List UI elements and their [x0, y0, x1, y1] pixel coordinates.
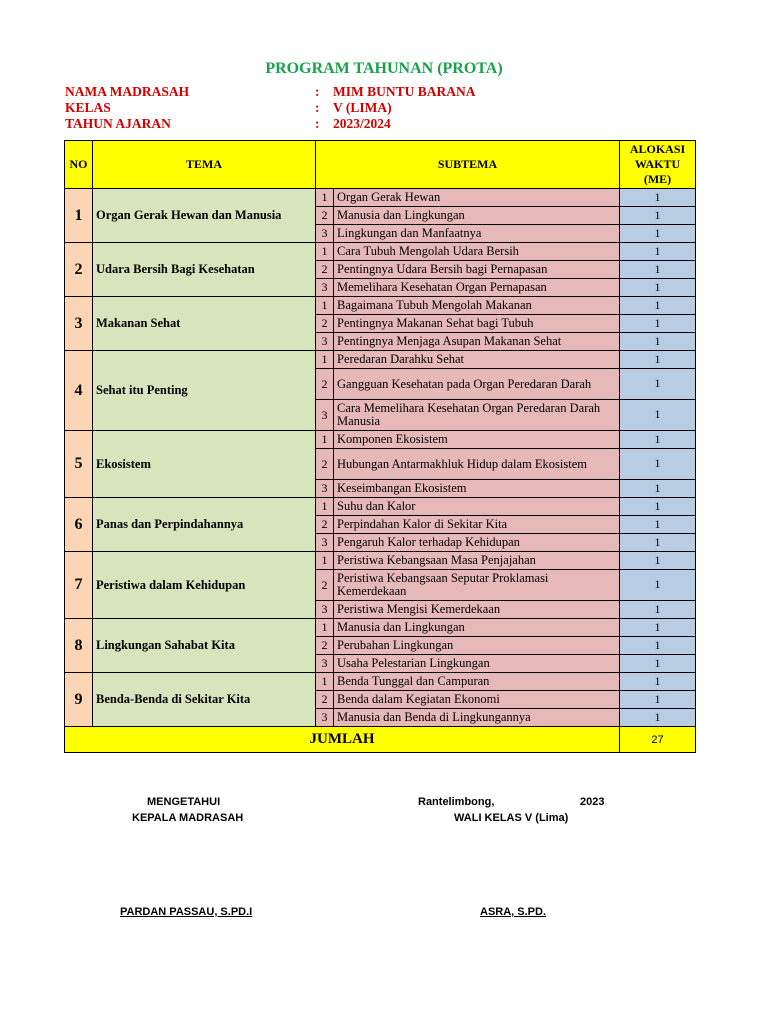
table-row: [65, 243, 696, 261]
tema-name: Udara Bersih Bagi Kesehatan: [93, 243, 316, 297]
header-tema: TEMA: [93, 141, 316, 189]
table-row: [65, 498, 696, 516]
table-footer-row: [65, 727, 696, 753]
subtema-number: 3: [316, 534, 334, 552]
tema-name: Organ Gerak Hewan dan Manusia: [93, 189, 316, 243]
info-row-madrasah: [65, 84, 476, 100]
subtema-number: 1: [316, 431, 334, 449]
tema-number: 7: [65, 552, 93, 619]
subtema-name: Peristiwa Mengisi Kemerdekaan: [334, 601, 620, 619]
info-value: MIM BUNTU BARANA: [333, 84, 476, 99]
table-row: [65, 552, 696, 570]
subtema-number: 1: [316, 189, 334, 207]
info-colon: :: [315, 84, 320, 99]
table-row: [65, 351, 696, 369]
subtema-number: 3: [316, 333, 334, 351]
jumlah-total: 27: [620, 727, 696, 753]
alokasi-value: 1: [620, 297, 696, 315]
alokasi-value: 1: [620, 261, 696, 279]
subtema-number: 3: [316, 400, 334, 431]
subtema-name: Pentingnya Makanan Sehat bagi Tubuh: [334, 315, 620, 333]
alokasi-value: 1: [620, 315, 696, 333]
tema-name: Sehat itu Penting: [93, 351, 316, 431]
info-colon: :: [315, 116, 320, 131]
subtema-name: Benda dalam Kegiatan Ekonomi: [334, 691, 620, 709]
alokasi-value: 1: [620, 498, 696, 516]
subtema-name: Cara Tubuh Mengolah Udara Bersih: [334, 243, 620, 261]
subtema-number: 2: [316, 570, 334, 601]
subtema-name: Usaha Pelestarian Lingkungan: [334, 655, 620, 673]
header-no: NO: [65, 141, 93, 189]
jumlah-label: JUMLAH: [65, 727, 620, 753]
subtema-name: Hubungan Antarmakhluk Hidup dalam Ekosistem: [334, 449, 620, 480]
tema-number: 5: [65, 431, 93, 498]
subtema-number: 1: [316, 673, 334, 691]
alokasi-value: 1: [620, 189, 696, 207]
subtema-name: Keseimbangan Ekosistem: [334, 480, 620, 498]
subtema-number: 2: [316, 637, 334, 655]
info-label: NAMA MADRASAH: [65, 84, 190, 99]
alokasi-value: 1: [620, 449, 696, 480]
table-row: [65, 619, 696, 637]
alokasi-value: 1: [620, 570, 696, 601]
info-value: V (LIMA): [333, 100, 392, 115]
subtema-number: 2: [316, 449, 334, 480]
subtema-number: 1: [316, 498, 334, 516]
info-value: 2023/2024: [333, 116, 391, 131]
alokasi-value: 1: [620, 243, 696, 261]
mengetahui-label: MENGETAHUI: [147, 796, 221, 808]
tema-name: Peristiwa dalam Kehidupan: [93, 552, 316, 619]
subtema-number: 1: [316, 243, 334, 261]
subtema-name: Gangguan Kesehatan pada Organ Peredaran Darah: [334, 369, 620, 400]
page-title: PROGRAM TAHUNAN (PROTA): [265, 60, 503, 77]
subtema-name: Manusia dan Lingkungan: [334, 207, 620, 225]
alokasi-value: 1: [620, 333, 696, 351]
subtema-name: Perpindahan Kalor di Sekitar Kita: [334, 516, 620, 534]
header-alokasi: ALOKASI WAKTU (ME): [620, 141, 696, 189]
alokasi-value: 1: [620, 552, 696, 570]
wali-kelas-label: WALI KELAS V (Lima): [454, 812, 569, 824]
info-row-kelas: [65, 100, 476, 116]
alokasi-value: 1: [620, 516, 696, 534]
tema-name: Lingkungan Sahabat Kita: [93, 619, 316, 673]
subtema-number: 1: [316, 297, 334, 315]
alokasi-value: 1: [620, 619, 696, 637]
subtema-name: Manusia dan Benda di Lingkungannya: [334, 709, 620, 727]
alokasi-value: 1: [620, 279, 696, 297]
school-info: [65, 84, 476, 132]
subtema-name: Lingkungan dan Manfaatnya: [334, 225, 620, 243]
table-row: [65, 673, 696, 691]
tema-number: 2: [65, 243, 93, 297]
subtema-name: Cara Memelihara Kesehatan Organ Peredaran Darah Manusia: [334, 400, 620, 431]
subtema-number: 2: [316, 691, 334, 709]
alokasi-value: 1: [620, 655, 696, 673]
subtema-number: 3: [316, 655, 334, 673]
alokasi-value: 1: [620, 709, 696, 727]
subtema-number: 2: [316, 207, 334, 225]
subtema-number: 3: [316, 709, 334, 727]
tema-number: 1: [65, 189, 93, 243]
alokasi-value: 1: [620, 400, 696, 431]
kepala-madrasah-label: KEPALA MADRASAH: [132, 812, 244, 824]
alokasi-value: 1: [620, 369, 696, 400]
kepala-madrasah-name: PARDAN PASSAU, S.PD.I: [120, 906, 253, 918]
alokasi-value: 1: [620, 673, 696, 691]
subtema-name: Pengaruh Kalor terhadap Kehidupan: [334, 534, 620, 552]
subtema-name: Organ Gerak Hewan: [334, 189, 620, 207]
subtema-number: 1: [316, 619, 334, 637]
subtema-name: Benda Tunggal dan Campuran: [334, 673, 620, 691]
place-label: Rantelimbong,: [418, 796, 495, 808]
subtema-name: Peredaran Darahku Sehat: [334, 351, 620, 369]
tema-number: 8: [65, 619, 93, 673]
subtema-name: Bagaimana Tubuh Mengolah Makanan: [334, 297, 620, 315]
alokasi-value: 1: [620, 691, 696, 709]
year-label: 2023: [580, 796, 605, 808]
table-row: [65, 297, 696, 315]
subtema-number: 3: [316, 279, 334, 297]
tema-number: 6: [65, 498, 93, 552]
subtema-name: Peristiwa Kebangsaan Seputar Proklamasi Kemerdekaan: [334, 570, 620, 601]
subtema-number: 1: [316, 351, 334, 369]
table-body: [65, 189, 696, 727]
subtema-number: 2: [316, 369, 334, 400]
subtema-number: 2: [316, 315, 334, 333]
subtema-name: Pentingnya Menjaga Asupan Makanan Sehat: [334, 333, 620, 351]
info-label: TAHUN AJARAN: [65, 116, 171, 131]
subtema-name: Memelihara Kesehatan Organ Pernapasan: [334, 279, 620, 297]
tema-name: Panas dan Perpindahannya: [93, 498, 316, 552]
table-row: [65, 189, 696, 207]
subtema-number: 2: [316, 516, 334, 534]
subtema-name: Perubahan Lingkungan: [334, 637, 620, 655]
subtema-name: Komponen Ekosistem: [334, 431, 620, 449]
table-row: [65, 431, 696, 449]
info-row-tahun: [65, 116, 476, 132]
subtema-name: Pentingnya Udara Bersih bagi Pernapasan: [334, 261, 620, 279]
info-label: KELAS: [65, 100, 111, 115]
alokasi-value: 1: [620, 637, 696, 655]
alokasi-value: 1: [620, 207, 696, 225]
tema-name: Benda-Benda di Sekitar Kita: [93, 673, 316, 727]
subtema-name: Suhu dan Kalor: [334, 498, 620, 516]
subtema-number: 3: [316, 601, 334, 619]
alokasi-value: 1: [620, 601, 696, 619]
subtema-number: 2: [316, 261, 334, 279]
table-header-row: [65, 141, 696, 189]
tema-number: 3: [65, 297, 93, 351]
alokasi-value: 1: [620, 431, 696, 449]
info-colon: :: [315, 100, 320, 115]
subtema-number: 3: [316, 225, 334, 243]
prota-table: [64, 140, 696, 753]
header-subtema: SUBTEMA: [316, 141, 620, 189]
subtema-number: 3: [316, 480, 334, 498]
subtema-name: Peristiwa Kebangsaan Masa Penjajahan: [334, 552, 620, 570]
tema-name: Ekosistem: [93, 431, 316, 498]
alokasi-value: 1: [620, 534, 696, 552]
subtema-number: 1: [316, 552, 334, 570]
subtema-name: Manusia dan Lingkungan: [334, 619, 620, 637]
alokasi-value: 1: [620, 225, 696, 243]
alokasi-value: 1: [620, 480, 696, 498]
tema-number: 9: [65, 673, 93, 727]
tema-name: Makanan Sehat: [93, 297, 316, 351]
tema-number: 4: [65, 351, 93, 431]
alokasi-value: 1: [620, 351, 696, 369]
wali-kelas-name: ASRA, S.PD.: [480, 906, 547, 918]
